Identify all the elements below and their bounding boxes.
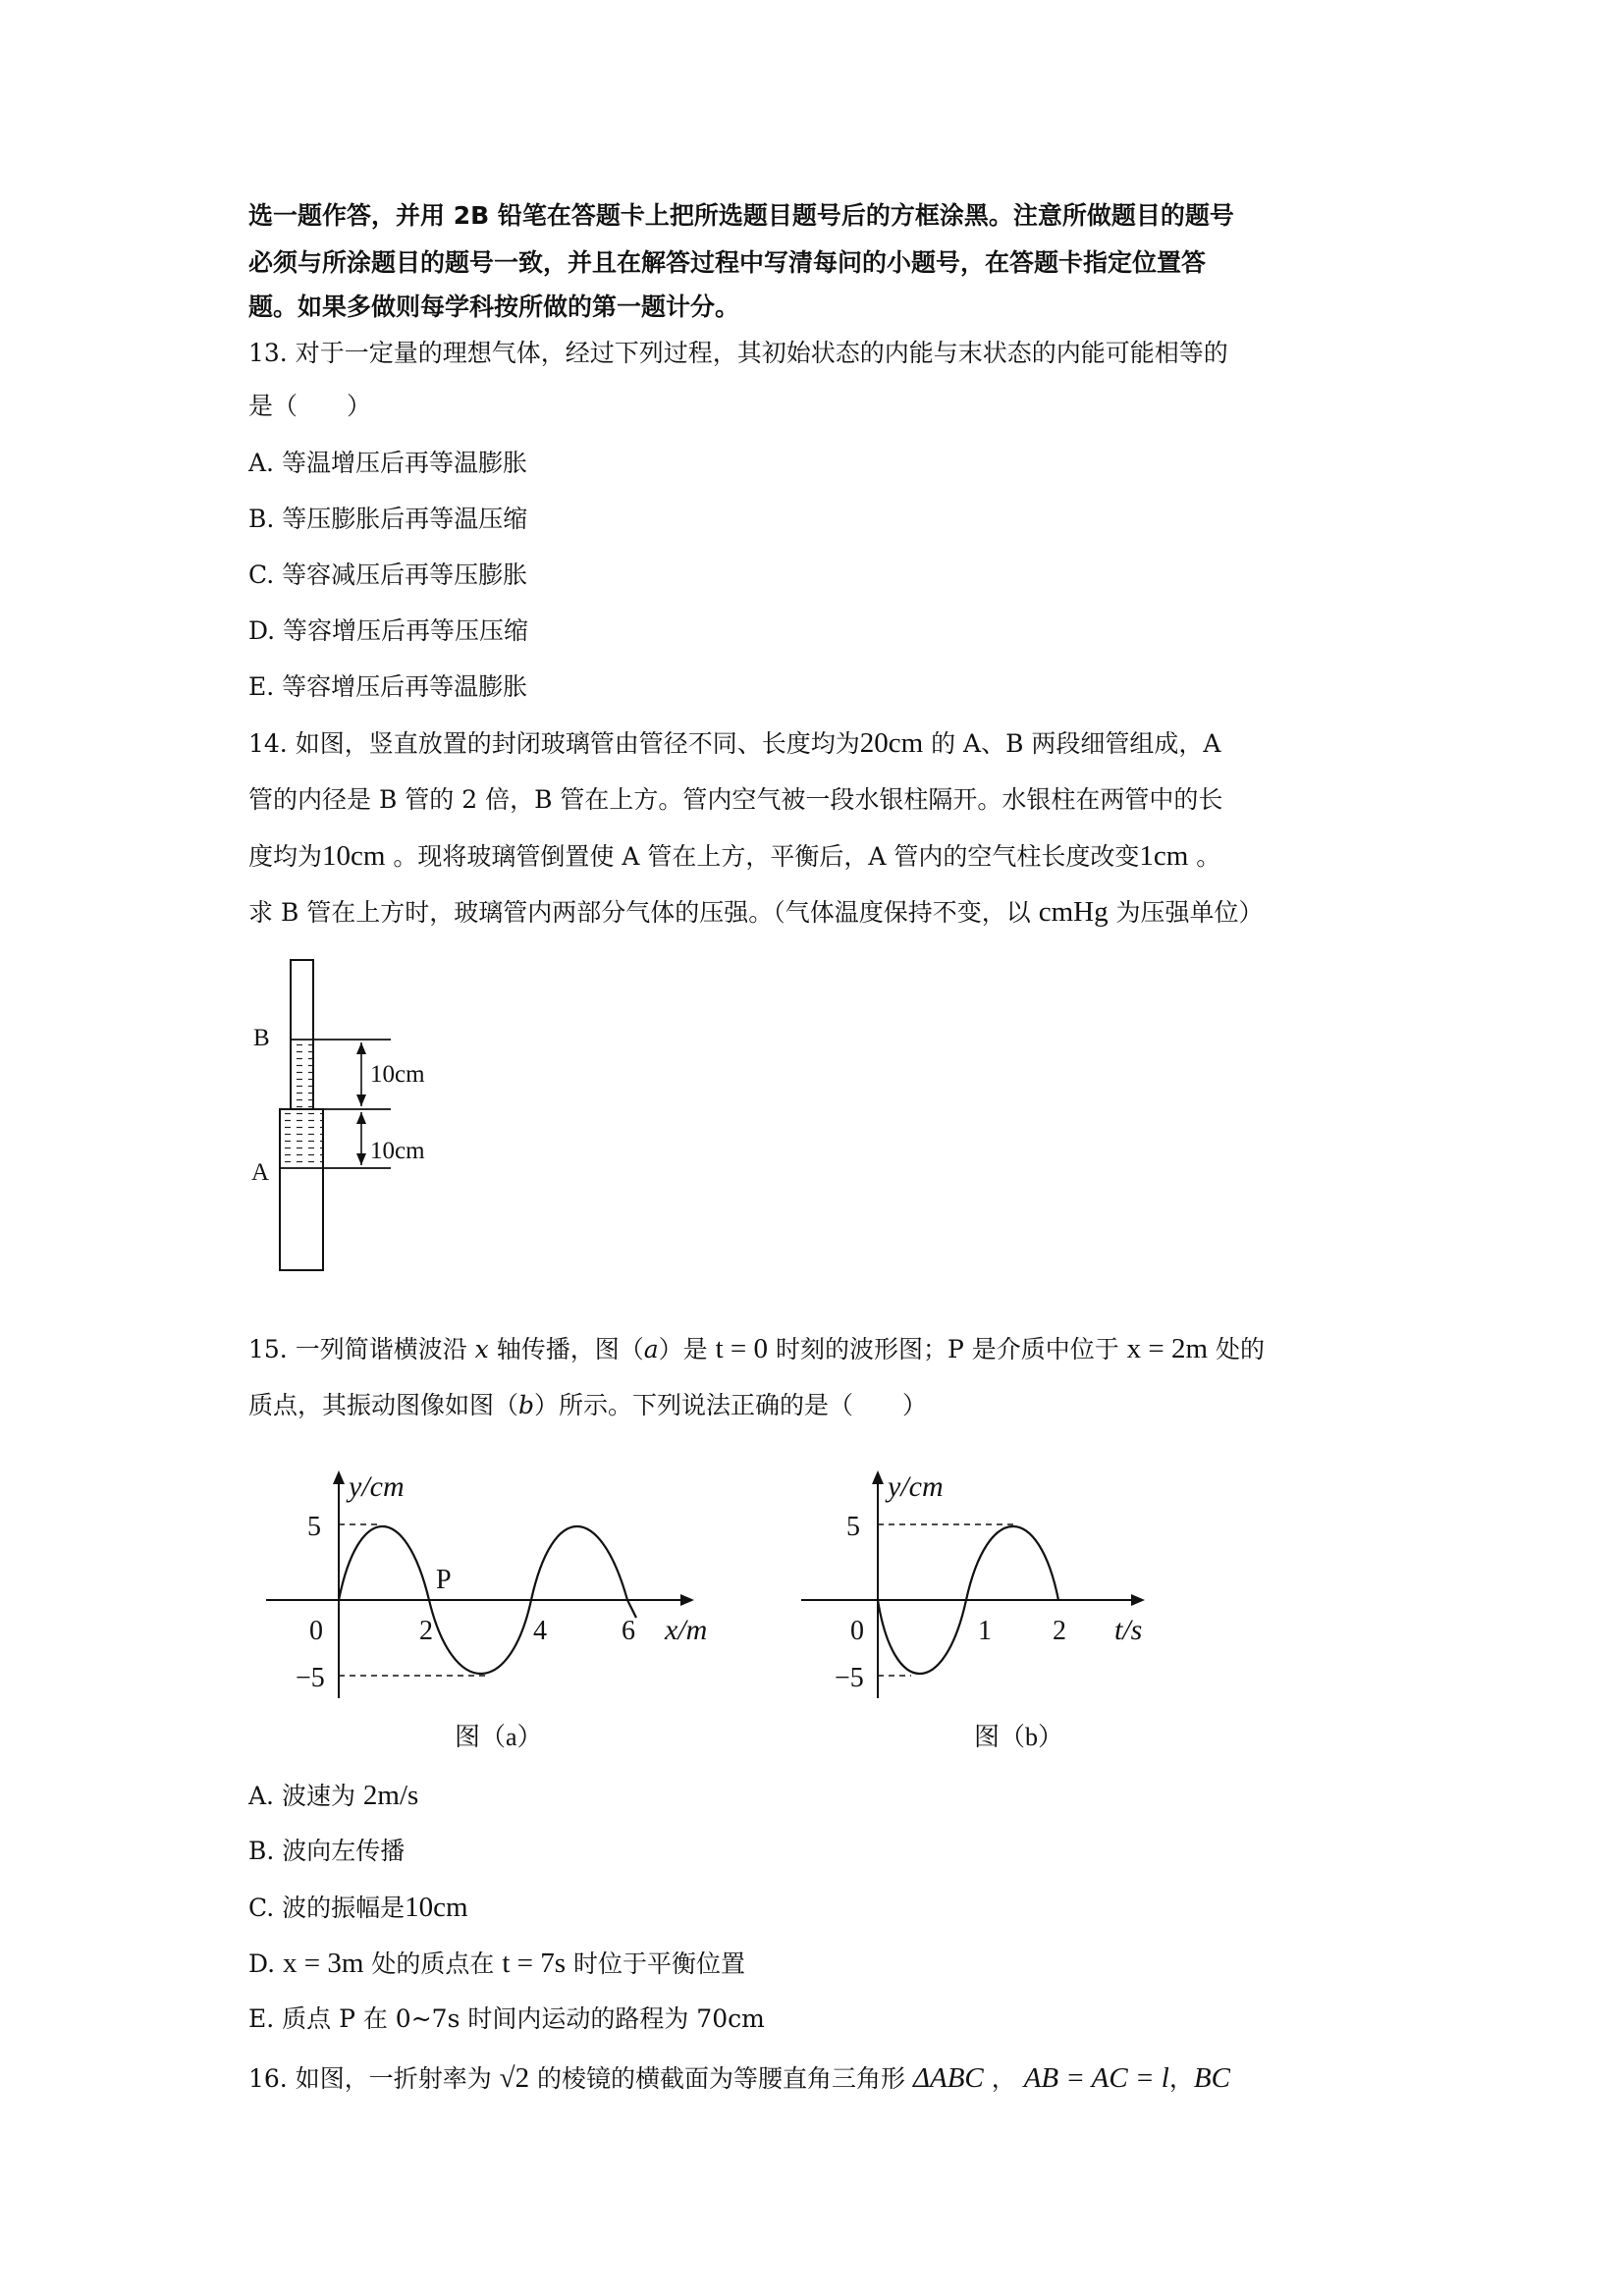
fig-a-point-p: P xyxy=(436,1565,452,1595)
q16-refractive-index: √2 xyxy=(499,2062,530,2094)
fig-b-xtick-1: 1 xyxy=(978,1616,992,1646)
intro-line-1: 选一题作答，并用 2B 铅笔在答题卡上把所选题目题号后的方框涂黑。注意所做题目的题号 xyxy=(248,201,1234,230)
fig-b-ytick-5: 5 xyxy=(846,1512,860,1542)
mercury-b xyxy=(292,1040,312,1109)
q16-bc: BC xyxy=(1193,2062,1230,2094)
q16-text-c: ， xyxy=(983,2064,1024,2093)
q15-fig-a-ref: a xyxy=(643,1335,659,1363)
fig-a-ytick-5: 5 xyxy=(307,1512,321,1542)
mercury-a xyxy=(281,1110,322,1167)
q14-line-4 xyxy=(248,895,1264,930)
fig-b-caption: 图（b） xyxy=(974,1723,1064,1751)
q13-option-e: E. 等容增压后再等温膨胀 xyxy=(248,672,528,701)
fig-b-xlabel: t/s xyxy=(1114,1614,1143,1646)
q15-option-c-value: 10cm xyxy=(405,1892,468,1923)
q16-text-a: 16. 如图，一折射率为 xyxy=(248,2064,500,2093)
q13-stem-line-1: 13. 对于一定量的理想气体，经过下列过程，其初始状态的内能与末状态的内能可能相等的 xyxy=(248,339,1228,367)
q14-line-3-text-c: 。 xyxy=(1188,842,1221,871)
q14-mercury-length: 10cm xyxy=(322,840,386,872)
q15-line-2-text-b: ）所示。下列说法正确的是（ ） xyxy=(534,1391,928,1419)
q14-line-4-text-a: 求 B 管在上方时，玻璃管内两部分气体的压强。（气体温度保持不变，以 xyxy=(248,898,1039,927)
q15-option-d-text-c: 时位于平衡位置 xyxy=(566,1949,746,1978)
q14-length-value: 20cm xyxy=(859,727,924,759)
fig-b-xtick-2: 2 xyxy=(1053,1616,1066,1646)
q14-line-1 xyxy=(248,726,1220,761)
q14-line-1-text-a: 14. 如图，竖直放置的封闭玻璃管由管径不同、长度均为 xyxy=(248,729,860,758)
q14-unit: cmHg xyxy=(1038,896,1109,928)
q16-text-b: 的棱镜的横截面为等腰直角三角形 xyxy=(529,2064,913,2093)
q15-option-b: B. 波向左传播 xyxy=(248,1837,406,1865)
fig-a-caption: 图（a） xyxy=(455,1723,543,1751)
q15-option-a-text: A. 波速为 xyxy=(248,1782,363,1810)
q15-time-zero: t = 0 xyxy=(715,1333,768,1364)
q15-option-d-text-b: 处的质点在 xyxy=(363,1949,503,1978)
q15-option-d xyxy=(248,1947,745,1981)
q13-option-c: C. 等容减压后再等压膨胀 xyxy=(248,561,528,589)
q15-line-1-text-b: 轴传播，图（ xyxy=(488,1335,644,1363)
q15-line-1-text-e: 处的 xyxy=(1208,1335,1266,1363)
q15-line-2-text-a: 质点，其振动图像如图（ xyxy=(248,1391,519,1419)
dimension-label-1: 10cm xyxy=(370,1061,425,1088)
q15-option-a-value: 2m/s xyxy=(362,1780,419,1811)
q16-text-d: ， xyxy=(1168,2064,1194,2093)
q16-triangle: ΔABC xyxy=(912,2062,984,2094)
intro-line-2: 必须与所涂题目的题号一致，并且在解答过程中写清每问的小题号，在答题卡指定位置答 xyxy=(248,248,1207,277)
q15-line-1-text-d: 时刻的波形图；P 是介质中位于 xyxy=(768,1335,1127,1363)
q13-stem-line-2: 是（ ） xyxy=(248,392,372,420)
fig-b-origin: 0 xyxy=(850,1616,864,1646)
tube-b-label: B xyxy=(253,1025,270,1051)
q15-option-c xyxy=(248,1891,468,1925)
fig-a-origin: 0 xyxy=(309,1616,323,1646)
q14-line-3-text-b: 。现将玻璃管倒置使 A 管在上方，平衡后，A 管内的空气柱长度改变 xyxy=(385,842,1140,871)
fig-b-ylabel: y/cm xyxy=(888,1470,944,1503)
q14-line-3 xyxy=(248,839,1220,874)
fig-a-xtick-2: 2 xyxy=(419,1616,433,1646)
q15-option-d-text-a: D. xyxy=(248,1949,284,1978)
q15-option-a xyxy=(248,1779,418,1813)
q15-line-1-text-a: 15. 一列简谐横波沿 xyxy=(248,1335,475,1363)
q15-line-2 xyxy=(248,1389,927,1422)
q15-position-p: x = 2m xyxy=(1126,1333,1209,1364)
q16-line-1 xyxy=(248,2061,1230,2096)
q15-fig-b-ref: b xyxy=(518,1391,535,1419)
q14-line-4-text-b: 为压强单位） xyxy=(1108,898,1264,927)
q15-option-e: E. 质点 P 在 0~7s 时间内运动的路程为 70cm xyxy=(248,2004,765,2033)
q14-line-3-text-a: 度均为 xyxy=(248,842,323,871)
fig-a-xtick-6: 6 xyxy=(622,1616,635,1646)
fig-a-xtick-4: 4 xyxy=(533,1616,547,1646)
fig-a-xlabel: x/m xyxy=(665,1614,708,1646)
q13-option-d: D. 等容增压后再等压压缩 xyxy=(248,616,529,645)
q13-option-a: A. 等温增压后再等温膨胀 xyxy=(248,449,527,477)
q13-option-b: B. 等压膨胀后再等温压缩 xyxy=(248,505,528,533)
q15-option-c-text: C. 波的振幅是 xyxy=(248,1894,406,1922)
q14-line-1-text-b: 的 A、B 两段细管组成，A xyxy=(923,729,1221,758)
q15-figure-b xyxy=(795,1463,1188,1767)
q15-option-d-t: t = 7s xyxy=(502,1948,567,1979)
q16-sides: AB = AC = l xyxy=(1023,2062,1169,2094)
q14-tube-figure xyxy=(236,952,471,1281)
q15-line-1-text-c: ）是 xyxy=(658,1335,716,1363)
fig-a-ytick-neg5: −5 xyxy=(296,1663,325,1693)
dimension-label-2: 10cm xyxy=(370,1138,425,1164)
intro-line-3: 题。如果多做则每学科按所做的第一题计分。 xyxy=(248,293,740,321)
q14-line-2: 管的内径是 B 管的 2 倍，B 管在上方。管内空气被一段水银柱隔开。水银柱在两管中的长 xyxy=(248,785,1223,814)
tube-a-label: A xyxy=(251,1159,270,1186)
fig-a-ylabel: y/cm xyxy=(349,1470,405,1503)
q15-line-1 xyxy=(248,1332,1265,1366)
q15-option-d-x: x = 3m xyxy=(283,1948,364,1979)
q14-change-length: 1cm xyxy=(1139,840,1189,872)
q15-x-var: x xyxy=(474,1335,489,1363)
q15-figure-a xyxy=(260,1463,741,1767)
fig-b-ytick-neg5: −5 xyxy=(835,1663,864,1693)
